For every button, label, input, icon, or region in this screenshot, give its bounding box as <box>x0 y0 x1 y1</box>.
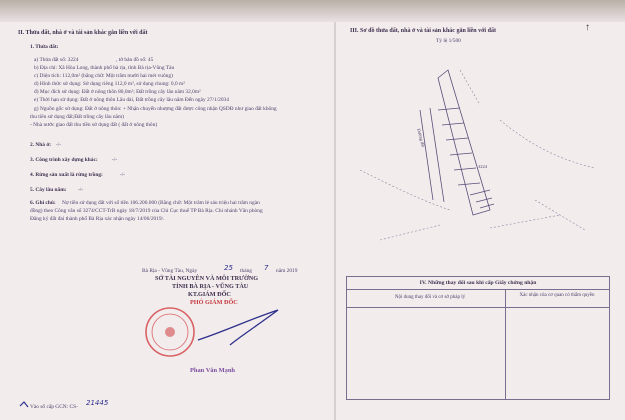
north-arrow-icon: ↑ <box>585 22 590 33</box>
forest-heading: 4. Rừng sản xuất là rừng trồng: <box>30 172 103 178</box>
page-top-shadow <box>0 0 625 22</box>
road-label: Đường đất <box>416 128 426 148</box>
forest-value: -/- <box>120 172 126 178</box>
house-value: -/- <box>56 142 62 148</box>
origin: g) Nguồn gốc sử dụng: Đất ở nông thôn: + Nhận chuyển nhượng đất được công nhận QSDĐ như giao đất không <box>34 106 277 112</box>
sign-month: 7 <box>264 264 269 272</box>
usage-term: e) Thời hạn sử dụng: Đất ở nông thôn Lâu dài, Đất trồng cây lâu năm Đến ngày 27/1/2034 <box>34 97 229 103</box>
red-seal-and-signature <box>138 300 298 370</box>
changes-header-rule <box>347 307 609 308</box>
sign-year: năm 2019 <box>276 268 298 274</box>
sign-month-label: tháng <box>240 268 252 274</box>
changes-column-authority: Xác nhận của cơ quan có thẩm quyền <box>519 293 595 298</box>
note-line3: Đăng ký đất đai thành phố Bà Rịa xác nhận ngày 14/06/2019/. <box>30 216 165 222</box>
map-scale: Tỷ lệ 1/500 <box>436 38 461 44</box>
ink-mark-icon <box>18 398 30 410</box>
land-parcel-heading: 1. Thửa đất: <box>30 44 59 50</box>
house-heading: 2. Nhà ở: <box>30 142 52 148</box>
perennial-value: -/- <box>78 187 84 193</box>
role-line1: KT.GIÁM ĐỐC <box>188 291 231 298</box>
origin-line2: thu tiền sử dụng đất;Đất trồng cây lâu năm) <box>30 114 124 120</box>
map-sheet-number: , tờ bản đồ số: 45 <box>116 57 154 63</box>
sign-day: 25 <box>224 264 233 272</box>
register-number: 21445 <box>86 399 109 407</box>
perennial-heading: 5. Cây lâu năm: <box>30 187 67 193</box>
note-line2: đồng) theo Công văn số 3274/CCT-TrB ngày 18/7/2019 của Chi Cục thuế TP Bà Rịa. Chi nhánh Văn phòng <box>30 208 263 214</box>
section-iii-title: III. Sơ đồ thửa đất, nhà ở và tài sản khác gắn liền với đất <box>350 28 496 34</box>
changes-column-content: Nội dung thay đổi và cơ sở pháp lý <box>394 295 466 300</box>
area: c) Diện tích: 112,0m² (bằng chữ: Một trăm mười hai mét vuông) <box>34 73 173 79</box>
sign-place: Bà Rịa - Vũng Tàu, Ngày <box>142 268 198 274</box>
org-line2: TỈNH BÀ RỊA - VŨNG TÀU <box>172 283 249 290</box>
construction-value: -/- <box>112 157 118 163</box>
usage-purpose: đ) Mục đích sử dụng: Đất ở nông thôn 80,0m²; Đất trồng cây lâu năm 32,0m² <box>34 89 201 95</box>
role-line2: PHÓ GIÁM ĐỐC <box>190 299 238 306</box>
construction-heading: 3. Công trình xây dựng khác: <box>30 157 98 163</box>
address: b) Địa chỉ: Xã Hòa Long, thành phố bà rịa, tỉnh Bà rịa-Vũng Tàu <box>34 65 175 71</box>
register-label: Vào sổ cấp GCN: CS- <box>30 404 78 410</box>
note-line1: Nợ tiền sử dụng đất với số tiền 106.200.000 (Bằng chữ: Một trăm lẻ sáu triệu hai trăm ngàn <box>62 200 260 206</box>
section-ii-title: II. Thửa đất, nhà ở và tài sản khác gắn liền với đất <box>18 30 148 36</box>
parcel-number: a) Thửa đất số: 3224 <box>34 57 79 63</box>
parcel-label: 3224 <box>478 164 487 169</box>
note-heading: 6. Ghi chú: <box>30 200 56 206</box>
changes-column-divider <box>505 289 506 399</box>
changes-table <box>346 276 610 400</box>
origin-line3: - Nhà nước giao đất thu tiền sử dụng đất ( đất ở nông thôn) <box>30 122 158 128</box>
changes-title: IV. Những thay đổi sau khi cấp Giấy chứng nhận <box>347 277 609 290</box>
org-line1: SỞ TÀI NGUYÊN VÀ MÔI TRƯỜNG <box>155 275 259 282</box>
usage-form: d) Hình thức sử dụng: Sử dụng riêng 112,0 m², sử dụng chung: 0,0 m² <box>34 81 185 87</box>
signer-name: Phan Văn Mạnh <box>190 367 235 374</box>
parcel-diagram <box>330 50 620 255</box>
